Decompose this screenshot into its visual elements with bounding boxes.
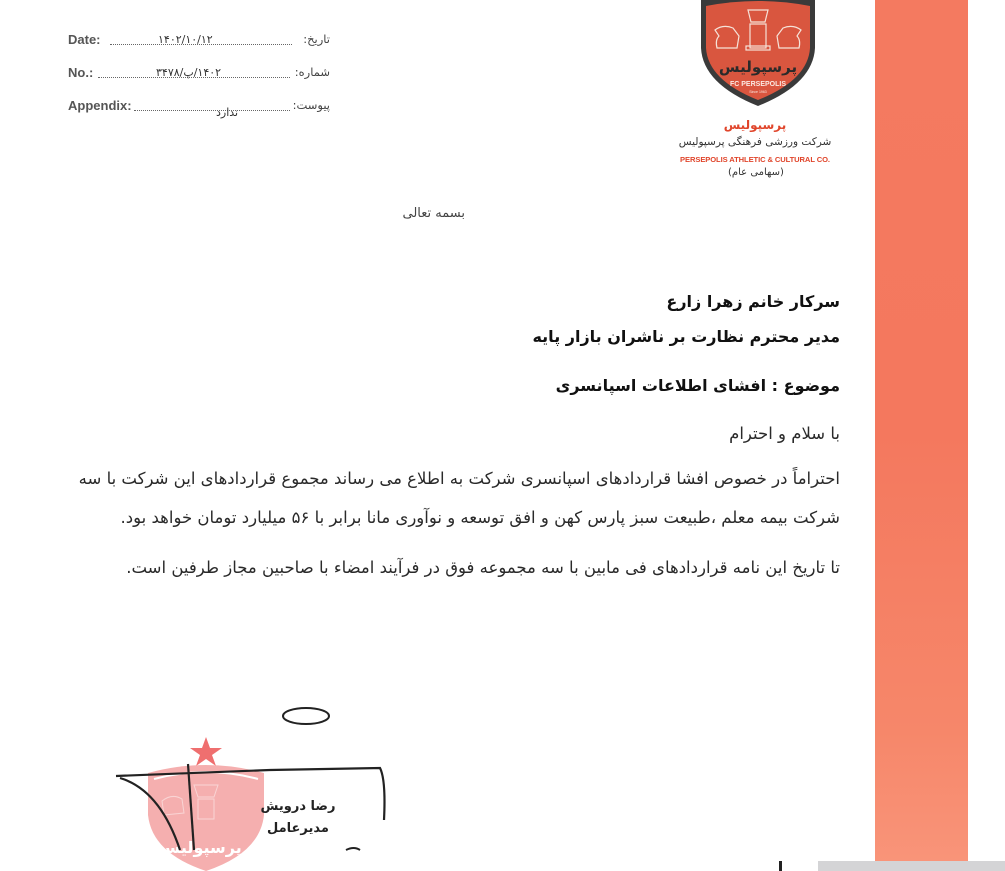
letter-subject: موضوع : افشای اطلاعات اسپانسری (555, 376, 840, 395)
number-label-en: No.: (68, 65, 94, 80)
bottom-gray-bar (818, 861, 1005, 871)
number-label-fa: شماره: (294, 65, 330, 79)
logo-company-en: PERSEPOLIS ATHLETIC & CULTURAL CO. (680, 155, 830, 164)
appendix-field (68, 98, 330, 118)
date-value: ۱۴۰۲/۱۰/۱۲ (158, 33, 213, 46)
appendix-dotted-line (134, 110, 290, 111)
signatory-name: رضا درویش (260, 799, 336, 814)
svg-text:پرسپولیس: پرسپولیس (718, 58, 798, 76)
logo-company-fa: شرکت ورزشی فرهنگی پرسپولیس (678, 136, 832, 148)
appendix-value: ندارد (216, 106, 239, 119)
signatory-title: مدیرعامل (267, 821, 329, 836)
greeting: با سلام و احترام (729, 424, 840, 443)
body-line-1: احتراماً در خصوص افشا قراردادهای اسپانسری شرکت به اطلاع می رساند مجموع قراردادهای این شرکت با سه (78, 469, 840, 488)
body-line-2: شرکت بیمه معلم ،طبیعت سبز پارس کهن و افق توسعه و نوآوری مانا برابر با ۵۶ میلیارد تومان خواهد بود. (120, 508, 840, 527)
date-label-fa: تاریخ: (303, 32, 330, 46)
recipient-title: مدیر محترم نظارت بر ناشران بازار پایه (532, 327, 840, 346)
appendix-label-en: Appendix: (68, 98, 132, 113)
svg-text:Since 1963: Since 1963 (749, 90, 767, 94)
body-line-3: تا تاریخ این نامه قراردادهای فی مابین با سه مجموعه فوق در فرآیند امضاء با صاحبین مجاز طرفین است. (126, 558, 840, 577)
invocation: بسمه تعالی (402, 206, 465, 221)
persepolis-crest-logo (693, 0, 823, 108)
bottom-tick-mark (779, 861, 782, 871)
logo-company-type: (سهامی عام) (728, 167, 784, 178)
handwritten-signature (110, 700, 410, 871)
appendix-label-fa: پیوست: (292, 98, 330, 112)
recipient-name: سرکار خانم زهرا زارع (666, 292, 840, 311)
number-field (68, 65, 330, 85)
date-field (68, 32, 330, 52)
svg-text:پرسپولیس: پرسپولیس (158, 838, 242, 857)
svg-text:FC PERSEPOLIS: FC PERSEPOLIS (729, 81, 787, 88)
number-value: ۱۴۰۲/پ/۳۴۷۸ (156, 66, 222, 79)
logo-name-fa: پرسپولیس (723, 118, 787, 132)
date-label-en: Date: (68, 32, 101, 47)
letterhead-side-strip (875, 0, 968, 861)
